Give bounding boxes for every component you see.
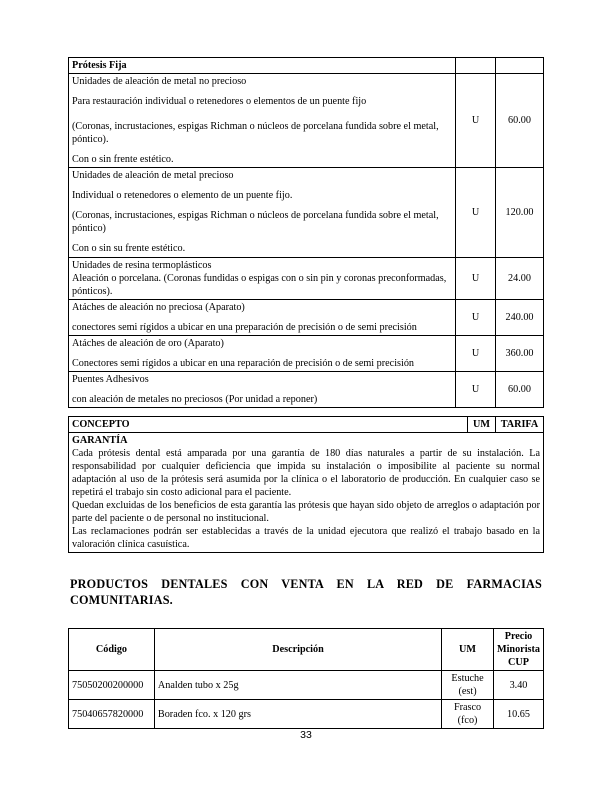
rate-cell: 24.00 [496, 257, 544, 299]
code-cell: 75040657820000 [69, 700, 155, 729]
products-heading: PRODUCTOS DENTALES CON VENTA EN LA RED DE FARMACIAS COMUNITARIAS. [70, 577, 542, 608]
table-row [69, 433, 544, 553]
item-title: Puentes Adhesivos [72, 373, 149, 385]
description-cell: Analden tubo x 25g [154, 671, 441, 700]
table-row [69, 299, 544, 335]
um-cell: U [456, 371, 496, 407]
page-number: 33 [300, 729, 312, 741]
price-cell: 10.65 [493, 700, 543, 729]
table-row [69, 257, 544, 299]
concept-header: CONCEPTO [69, 417, 468, 433]
um-cell: U [456, 335, 496, 371]
item-line: Con o sin frente estético. [72, 154, 174, 166]
description-cell: Boraden fco. x 120 grs [154, 700, 441, 729]
um-cell: U [456, 299, 496, 335]
fixed-prosthesis-table [68, 57, 544, 408]
item-title: Atáches de aleación no preciosa (Aparato) [72, 301, 245, 313]
item-line: Con o sin su frente estético. [72, 243, 186, 255]
item-title: Unidades de aleación de metal no precioso [72, 76, 247, 88]
item-line: Para restauración individual o retenedores o elementos de un puente fijo [72, 96, 367, 108]
rate-header: TARIFA [496, 417, 544, 433]
products-table [68, 628, 544, 729]
rate-cell: 60.00 [496, 74, 544, 168]
item-line: conectores semi rígidos a ubicar en una preparación de precisión o de semi precisión [72, 321, 417, 333]
um-cell: Estuche (est) [442, 671, 494, 700]
description-header: Descripción [154, 629, 441, 671]
rate-cell: 120.00 [496, 168, 544, 257]
table-row [69, 700, 544, 729]
um-header: UM [468, 417, 496, 433]
item-line: (Coronas, incrustaciones, espigas Richman o núcleos de porcelana fundida sobre el metal, póntico) [72, 210, 439, 235]
guarantee-paragraph: Quedan excluidas de los beneficios de esta garantía las prótesis que hayan sido objeto de arreglos o adaptación por parte del paciente o de personal no institucional. [72, 500, 540, 525]
table-row [69, 168, 544, 257]
section-heading: Prótesis Fija [69, 58, 456, 74]
item-title: Atáches de aleación de oro (Aparato) [72, 337, 224, 349]
item-line: Conectores semi rígidos a ubicar en una reparación de precisión o de semi precisión [72, 357, 415, 369]
price-header: Precio Minorista CUP [493, 629, 543, 671]
price-cell: 3.40 [493, 671, 543, 700]
guarantee-paragraph: Cada prótesis dental está amparada por una garantía de 180 días naturales a partir de su instalación. La responsabilidad por cualquier deficiencia que impida su instalación o imposibilite al paciente su normal adaptación al uso de la prótesis será asumida por la clínica o el laboratorio de producción. En cualquier caso se repetirá el trabajo sin costo adicional para el paciente. [72, 448, 540, 499]
guarantee-table [68, 416, 544, 553]
item-line: Aleación o porcelana. (Coronas fundidas o espigas con o sin pin y coronas preconformadas, pónticos). [72, 272, 447, 297]
table-header-row [69, 58, 544, 74]
um-cell: Frasco (fco) [442, 700, 494, 729]
guarantee-paragraph: Las reclamaciones podrán ser establecidas a través de la unidad ejecutora que realizó el trabajo basado en la valoración clínica casuística. [72, 526, 540, 551]
table-header-row [69, 629, 544, 671]
item-title: Unidades de resina termoplásticos [72, 259, 212, 271]
um-header: UM [442, 629, 494, 671]
code-header: Código [69, 629, 155, 671]
rate-cell: 360.00 [496, 335, 544, 371]
guarantee-title: GARANTÍA [72, 435, 128, 447]
table-row [69, 371, 544, 407]
table-row [69, 335, 544, 371]
um-cell: U [456, 257, 496, 299]
item-line: Individual o retenedores o elemento de un puente fijo. [72, 190, 293, 202]
rate-cell: 240.00 [496, 299, 544, 335]
item-title: Unidades de aleación de metal precioso [72, 170, 234, 182]
table-row [69, 74, 544, 168]
item-line: con aleación de metales no preciosos (Por unidad a reponer) [72, 393, 318, 405]
table-row [69, 671, 544, 700]
um-cell: U [456, 74, 496, 168]
table-header-row [69, 417, 544, 433]
um-cell: U [456, 168, 496, 257]
rate-cell: 60.00 [496, 371, 544, 407]
item-line: (Coronas, incrustaciones, espigas Richman o núcleos de porcelana fundida sobre el metal, póntico). [72, 121, 439, 146]
code-cell: 75050200200000 [69, 671, 155, 700]
